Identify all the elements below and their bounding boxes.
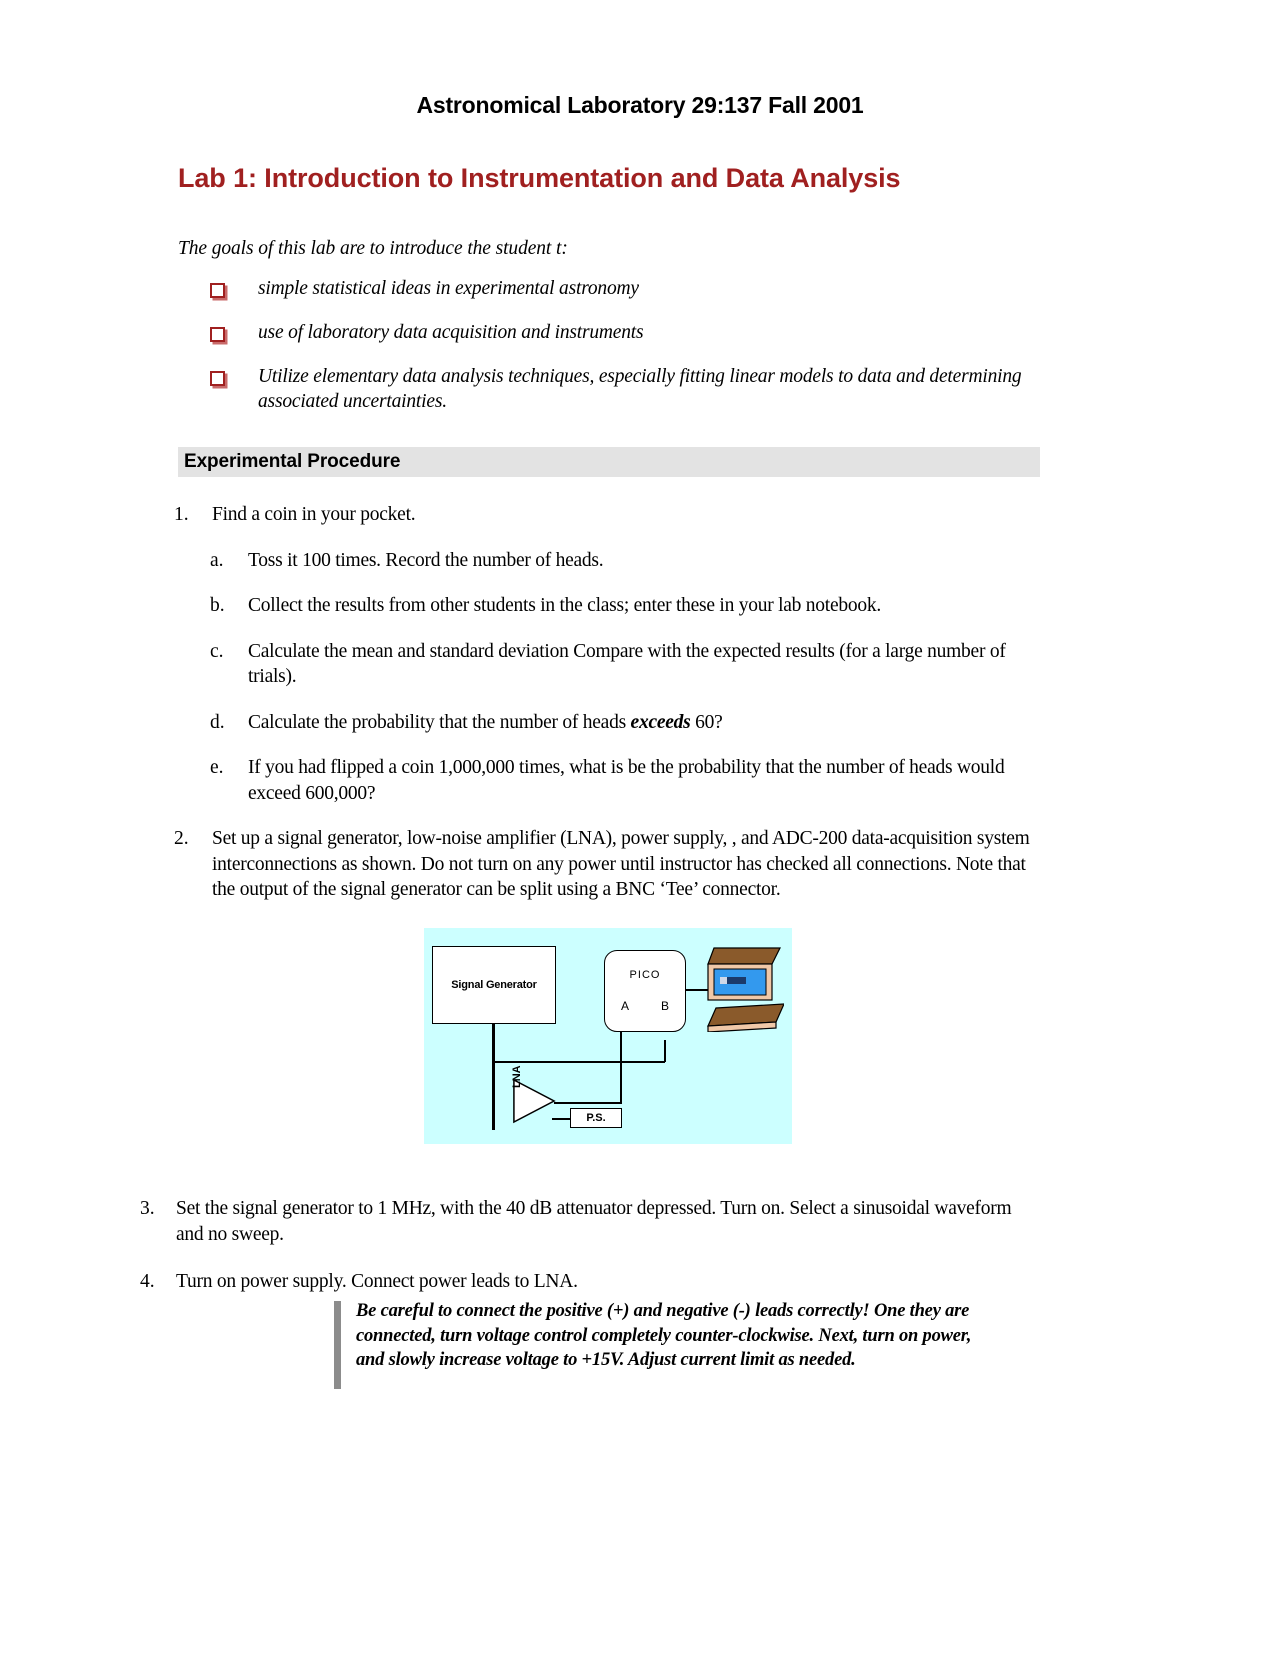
list-item: [178, 320, 1048, 345]
section-heading-label: Experimental Procedure: [184, 451, 401, 472]
list-text: [248, 710, 1010, 736]
list-item: [140, 502, 1040, 528]
list-marker: 4.: [140, 1271, 155, 1292]
note-line-1: Be careful to connect the positive (+) and negative (-) leads correctly! One: [356, 1301, 906, 1321]
emphasis-exceeds: exceeds: [630, 711, 691, 733]
list-marker: a.: [210, 549, 224, 571]
list-text: Set the signal generator to 1 MHz, with the 40 dB attenuator depressed. Turn on. Select a sinusoidal waveform and no sweep.: [176, 1198, 1012, 1245]
wire-lna-to-a: [554, 1102, 622, 1104]
power-supply-label: P.S.: [586, 1112, 606, 1124]
list-item: [178, 276, 1048, 301]
note-left-bar: [334, 1301, 341, 1389]
list-item: [210, 593, 1040, 619]
list-marker: e.: [210, 757, 224, 778]
instrument-block-diagram: [424, 928, 792, 1144]
list-item: [140, 1269, 1040, 1295]
square-bullet-icon: [210, 327, 225, 342]
list-marker: d.: [210, 711, 225, 733]
list-item: [178, 364, 1048, 414]
goals-intro: The goals of this lab are to introduce the student t:: [178, 238, 568, 259]
lna-label: LNA: [511, 1065, 523, 1088]
list-item: [140, 1196, 1040, 1247]
list-item: [210, 710, 1040, 736]
wire-tee-horizontal: [492, 1061, 665, 1063]
list-text-after: 60?: [690, 711, 723, 733]
page-title: Lab 1: Introduction to Instrumentation and Data Analysis: [178, 163, 901, 193]
list-text: Find a coin in your pocket.: [212, 504, 416, 525]
warning-note: [334, 1299, 974, 1373]
pico-label: PICO: [629, 969, 661, 981]
section-heading-bar: [178, 447, 1040, 477]
note-line-2-before: they are connected, turn voltage control completely: [356, 1301, 970, 1346]
goals-list: [178, 276, 1048, 433]
list-text: Collect the results from other students in the class; enter these in your lab notebook.: [248, 595, 881, 616]
list-text: Set up a signal generator, low-noise amplifier (LNA), power supply, , and ADC-200 data-acquisition system interconnections as shown. Do not turn on any power until instructor has checked all connections. Note that the output of the signal generator can be split using a BNC ‘Tee’ connector.: [212, 828, 1030, 900]
square-bullet-icon: [210, 283, 225, 298]
pico-port-a-label: A: [621, 999, 630, 1013]
note-line-3: Next, turn on power, and slowly increase voltage to +15V. Adjust current: [356, 1325, 972, 1370]
list-item: [210, 755, 1040, 806]
goal-text: use of laboratory data acquisition and instruments: [258, 322, 644, 343]
note-emphasis-counter-clockwise: counter-clockwise: [675, 1325, 810, 1346]
wire-lna-to-ps: [552, 1118, 572, 1120]
course-header: Astronomical Laboratory 29:137 Fall 2001: [416, 92, 864, 118]
square-bullet-icon: [210, 371, 225, 386]
note-line-2-after: .: [809, 1325, 814, 1346]
signal-generator-label: Signal Generator: [451, 979, 537, 991]
note-text: [356, 1299, 974, 1373]
list-marker: 1.: [174, 504, 189, 525]
wire-a-down: [620, 1032, 622, 1104]
list-text: Turn on power supply. Connect power leads to LNA.: [176, 1271, 578, 1292]
wire-siggen-down: [492, 1024, 495, 1130]
list-marker: b.: [210, 595, 225, 616]
goal-text: simple statistical ideas in experimental astronomy: [258, 278, 639, 299]
list-text: Calculate the mean and standard deviation Compare with the expected results (for a large number of trials).: [248, 640, 1006, 687]
list-item: [140, 826, 1040, 903]
pico-adc-box: [604, 950, 686, 1032]
note-line-4: limit as needed.: [740, 1350, 856, 1370]
list-item: [210, 639, 1040, 690]
goal-text: Utilize elementary data analysis techniques, especially fitting linear models to data and determining associated uncertainties.: [258, 366, 1022, 412]
pico-port-b-label: B: [660, 999, 669, 1013]
procedure-list: [140, 502, 1040, 923]
list-text: If you had flipped a coin 1,000,000 times, what is be the probability that the number of heads would exceed 600,000?: [248, 757, 1005, 804]
signal-generator-box: [432, 946, 556, 1024]
list-text: Toss it 100 times. Record the number of heads.: [248, 549, 604, 571]
procedure-list-continued: [140, 1196, 1040, 1315]
list-marker: 3.: [140, 1198, 155, 1219]
list-text-before: Calculate the probability that the number of heads: [248, 711, 631, 733]
list-item: [210, 548, 1040, 574]
power-supply-box: [570, 1108, 622, 1128]
list-marker: 2.: [174, 828, 189, 849]
wire-b-down: [664, 1040, 666, 1062]
list-marker: c.: [210, 640, 224, 662]
computer-icon: [706, 942, 784, 1032]
